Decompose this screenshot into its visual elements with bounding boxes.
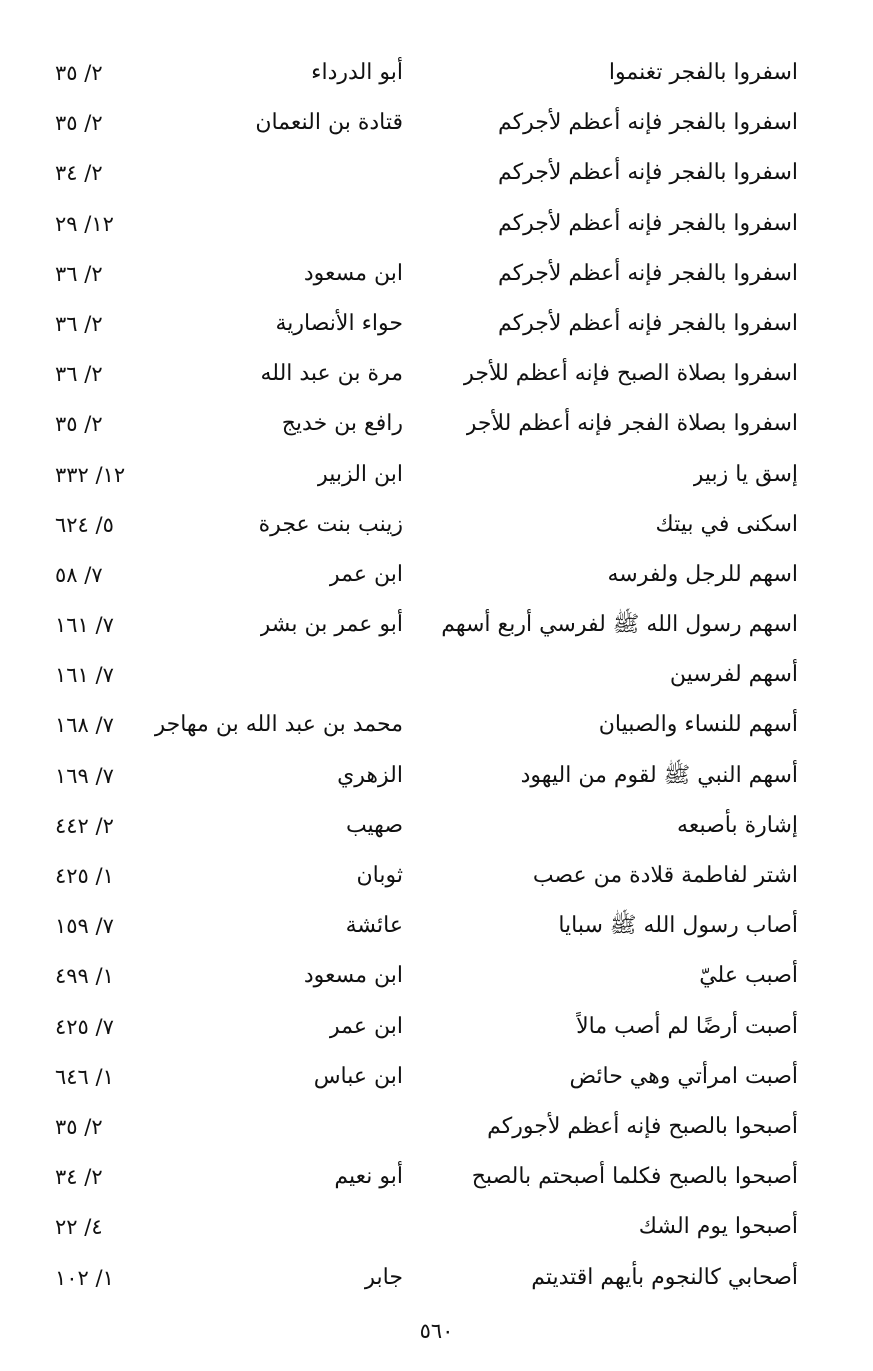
narrator: مرة بن عبد الله (260, 361, 403, 387)
volume-page-reference: ٢/ ٤٤٢ (55, 813, 114, 838)
hadith-text: اسهم رسول الله ﷺ لفرسي أربع أسهم (441, 612, 798, 638)
narrator: الزهري (337, 762, 403, 788)
volume-page-reference: ٢/ ٣٥ (55, 61, 103, 85)
volume-page-reference: ٢/ ٣٥ (55, 1114, 103, 1139)
hadith-text: إسق يا زبير (692, 461, 798, 487)
narrator: ابن الزبير (317, 461, 403, 487)
hadith-text: اسفروا بالفجر فإنه أعظم لأجركم (498, 210, 798, 236)
volume-page-reference: ٢/ ٣٥ (55, 111, 103, 136)
volume-page-reference: ١/ ١٠٢ (55, 1265, 114, 1290)
volume-page-reference: ٢/ ٣٦ (55, 311, 103, 336)
narrator: ثوبان (356, 863, 403, 888)
index-row (0, 1154, 873, 1204)
index-row (0, 351, 873, 401)
volume-page-reference: ٧/ ٥٨ (55, 562, 103, 587)
narrator: زينب بنت عجرة (258, 511, 403, 537)
narrator: ابن عباس (313, 1063, 403, 1089)
volume-page-reference: ١٢/ ٢٩ (55, 211, 114, 236)
narrator: ابن عمر (329, 561, 403, 587)
volume-page-reference: ٢/ ٣٤ (55, 1165, 103, 1190)
index-row (0, 452, 873, 502)
narrator: أبو الدرداء (311, 60, 403, 85)
hadith-text: أصبحوا يوم الشك (638, 1214, 798, 1240)
volume-page-reference: ٧/ ١٥٩ (55, 914, 114, 939)
index-row (0, 803, 873, 853)
index-row (0, 652, 873, 702)
index-row (0, 953, 873, 1003)
hadith-text: اسفروا بالفجر فإنه أعظم لأجركم (498, 110, 798, 136)
hadith-text: اسكنى في بيتك (655, 511, 798, 537)
index-row (0, 50, 873, 100)
narrator: عائشة (345, 913, 403, 939)
hadith-text: اسفروا بالفجر فإنه أعظم لأجركم (498, 160, 798, 186)
volume-page-reference: ٥/ ٦٢٤ (55, 512, 114, 537)
narrator: محمد بن عبد الله بن مهاجر (154, 712, 403, 738)
volume-page-reference: ٢/ ٣٤ (55, 161, 103, 186)
index-row (0, 502, 873, 552)
volume-page-reference: ٢/ ٣٥ (55, 412, 103, 437)
hadith-text: أسهم لفرسين (669, 662, 798, 688)
hadith-text: أصحابي كالنجوم بأيهم اقتديتم (531, 1264, 798, 1290)
volume-page-reference: ٢/ ٣٦ (55, 261, 103, 286)
index-row (0, 1104, 873, 1154)
narrator: رافع بن خديج (281, 411, 403, 437)
hadith-text: أصبحوا بالصبح فكلما أصبحتم بالصبح (471, 1164, 798, 1190)
narrator: ابن عمر (329, 1013, 403, 1039)
volume-page-reference: ٧/ ١٦٨ (55, 713, 114, 738)
index-row (0, 251, 873, 301)
volume-page-reference: ١/ ٦٤٦ (55, 1064, 114, 1089)
index-row (0, 903, 873, 953)
hadith-text: اسفروا بالفجر فإنه أعظم لأجركم (498, 310, 798, 336)
index-row (0, 100, 873, 150)
index-row (0, 602, 873, 652)
volume-page-reference: ٤/ ٢٢ (55, 1215, 103, 1240)
hadith-text: اسفروا بصلاة الصبح فإنه أعظم للأجر (463, 361, 798, 387)
index-row (0, 401, 873, 451)
hadith-text: أصبب عليّ (699, 963, 798, 989)
index-row (0, 1054, 873, 1104)
index-row (0, 1004, 873, 1054)
index-row (0, 1255, 873, 1305)
page-number: ٥٦٠ (419, 1319, 454, 1343)
volume-page-reference: ٧/ ١٦١ (55, 613, 114, 638)
volume-page-reference: ٧/ ١٦٩ (55, 763, 114, 788)
index-row (0, 702, 873, 752)
narrator: صهيب (345, 812, 403, 838)
index-row (0, 853, 873, 903)
index-row (0, 552, 873, 602)
hadith-text: اسفروا بالفجر تغنموا (608, 60, 798, 85)
index-row (0, 1204, 873, 1254)
volume-page-reference: ١/ ٤٢٥ (55, 864, 114, 888)
narrator: قتادة بن النعمان (255, 110, 403, 136)
hadith-text: اسفروا بصلاة الفجر فإنه أعظم للأجر (465, 411, 798, 437)
hadith-text: أصبت امرأتي وهي حائض (569, 1063, 798, 1089)
index-row (0, 753, 873, 803)
hadith-text: إشارة بأصبعه (677, 812, 798, 838)
volume-page-reference: ١٢/ ٣٣٢ (55, 462, 126, 487)
hadith-text: أسهم النبي ﷺ لقوم من اليهود (520, 762, 798, 788)
hadith-index-list (0, 50, 873, 1305)
volume-page-reference: ٧/ ١٦١ (55, 663, 114, 688)
hadith-text: أسهم للنساء والصبيان (598, 712, 798, 738)
index-row (0, 201, 873, 251)
hadith-text: أصبت أرضًا لم أصب مالاً (576, 1013, 798, 1039)
hadith-text: أصاب رسول الله ﷺ سبايا (558, 913, 798, 939)
narrator: حواء الأنصارية (275, 310, 403, 336)
narrator: أبو نعيم (334, 1164, 403, 1190)
volume-page-reference: ١/ ٤٩٩ (55, 964, 114, 989)
narrator: ابن مسعود (303, 963, 403, 989)
hadith-text: اسفروا بالفجر فإنه أعظم لأجركم (498, 260, 798, 286)
narrator: جابر (364, 1264, 403, 1290)
index-row (0, 150, 873, 200)
narrator: ابن مسعود (303, 260, 403, 286)
hadith-text: اسهم للرجل ولفرسه (607, 561, 798, 587)
hadith-text: اشتر لفاطمة قلادة من عصب (532, 863, 798, 888)
narrator: أبو عمر بن بشر (259, 612, 403, 638)
volume-page-reference: ٧/ ٤٢٥ (55, 1014, 114, 1039)
hadith-text: أصبحوا بالصبح فإنه أعظم لأجوركم (487, 1113, 798, 1139)
index-row (0, 301, 873, 351)
volume-page-reference: ٢/ ٣٦ (55, 362, 103, 387)
